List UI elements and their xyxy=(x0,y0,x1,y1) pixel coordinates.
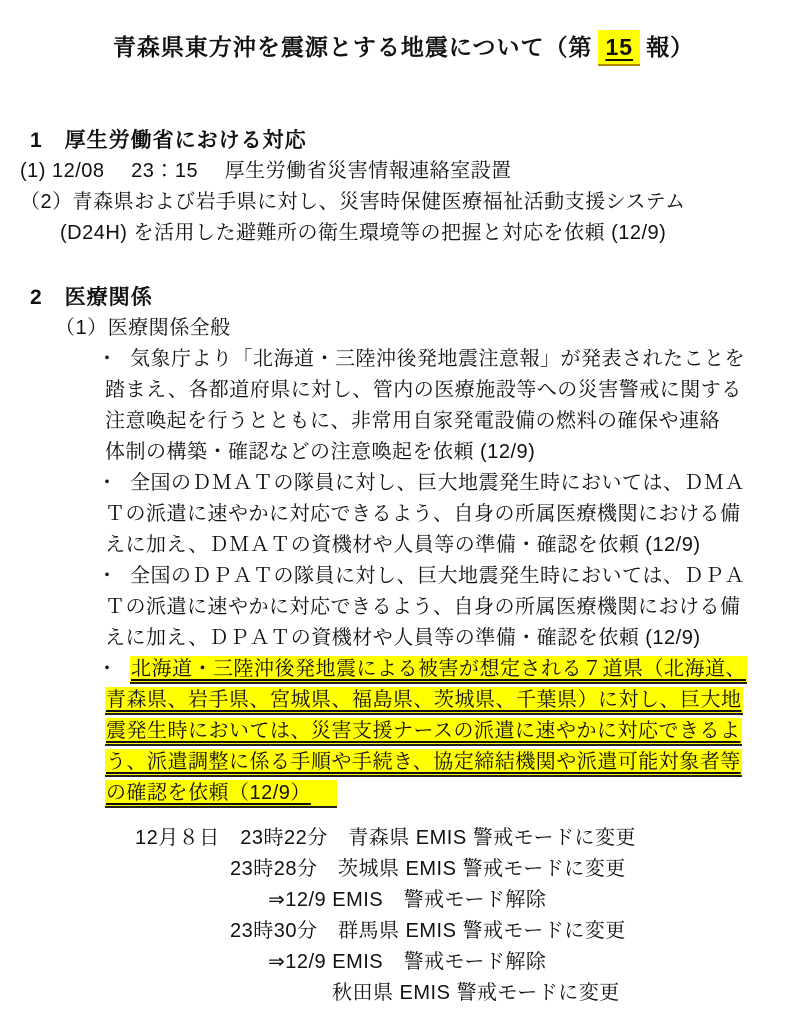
emis-log-line: 23時28分 茨城県 EMIS 警戒モードに変更 xyxy=(230,858,626,880)
bullet-line xyxy=(0,468,807,499)
emis-log-line: 12月８日 23時22分 青森県 EMIS 警戒モードに変更 xyxy=(135,827,636,849)
report-number-highlight: 15 xyxy=(598,30,640,66)
emis-log-line: 23時30分 群馬県 EMIS 警戒モードに変更 xyxy=(230,920,626,942)
bullet-line xyxy=(0,623,807,654)
bullet-line xyxy=(0,344,807,375)
highlighted-text: 青森県、岩手県、宮城県、福島県、茨城県、千葉県）に対し、巨大地 xyxy=(105,687,743,715)
bullet-disaster-nurse-highlighted xyxy=(0,654,807,809)
bullet-line xyxy=(0,499,807,530)
bullet-text: えに加え、ＤＰＡＴの資機材や人員等の準備・確認を依頼 (12/9) xyxy=(105,627,701,649)
bullet-line xyxy=(0,375,807,406)
emis-log-line: ⇒12/9 EMIS 警戒モード解除 xyxy=(268,889,547,911)
bullet-text: 体制の構築・確認などの注意喚起を依頼 (12/9) xyxy=(105,441,536,463)
bullet-line xyxy=(0,747,807,778)
bullet-line xyxy=(0,654,807,685)
emis-log-line: ⇒12/9 EMIS 警戒モード解除 xyxy=(268,951,547,973)
section1-item2-line2: (D24H) を活用した避難所の衛生環境等の把握と対応を依頼 (12/9) xyxy=(60,222,667,244)
highlighted-text: 震発生時においては、災害支援ナースの派遣に速やかに対応できるよ xyxy=(105,718,742,746)
bullet-text: 全国のＤＭＡＴの隊員に対し、巨大地震発生時においては、ＤＭＡ xyxy=(130,472,745,494)
bullet-line xyxy=(0,778,807,809)
bullet-dmat xyxy=(0,468,807,561)
bullet-text: 気象庁より「北海道・三陸沖後発地震注意報」が発表されたことを xyxy=(130,348,745,370)
bullet-line xyxy=(0,592,807,623)
bullet-marker: ・ xyxy=(97,348,118,370)
bullet-text: 全国のＤＰＡＴの隊員に対し、巨大地震発生時においては、ＤＰＡ xyxy=(130,565,745,587)
section1-item1: (1) 12/08 23：15 厚生労働省災害情報連絡室設置 xyxy=(20,160,512,182)
bullet-text: えに加え、ＤＭＡＴの資機材や人員等の準備・確認を依頼 (12/9) xyxy=(105,534,701,556)
bullet-line xyxy=(0,437,807,468)
emis-log xyxy=(0,823,807,1009)
highlighted-text: の確認を依頼（12/9） xyxy=(105,780,337,808)
bullet-line xyxy=(0,716,807,747)
bullet-text: 注意喚起を行うとともに、非常用自家発電設備の燃料の確保や連絡 xyxy=(105,410,720,432)
bullet-marker: ・ xyxy=(97,472,118,494)
bullet-text: 踏まえ、各都道府県に対し、管内の医療施設等への災害警戒に関する xyxy=(105,379,742,401)
bullet-marker: ・ xyxy=(97,658,118,680)
bullet-text: Ｔの派遣に速やかに対応できるよう、自身の所属医療機関における備 xyxy=(105,503,741,525)
section1-item2-line1: （2）青森県および岩手県に対し、災害時保健医療福祉活動支援システム xyxy=(20,191,686,213)
title-text-pre: 青森県東方沖を震源とする地震について（第 xyxy=(112,34,593,60)
bullet-marker: ・ xyxy=(97,565,118,587)
bullet-line xyxy=(0,406,807,437)
bullet-line xyxy=(0,685,807,716)
emis-log-line: 秋田県 EMIS 警戒モードに変更 xyxy=(332,982,620,1004)
bullet-jma-advisory xyxy=(0,344,807,468)
section2-heading: 2 医療関係 xyxy=(30,286,153,309)
highlighted-text: 北海道・三陸沖後発地震による被害が想定される７道県（北海道、 xyxy=(130,656,747,684)
bullet-line xyxy=(0,530,807,561)
section2-subheading: （1）医療関係全般 xyxy=(55,317,231,339)
bullet-line xyxy=(0,561,807,592)
title-text-post: 報） xyxy=(646,34,695,60)
section1-heading: 1 厚生労働省における対応 xyxy=(30,129,307,152)
highlighted-text: う、派遣調整に係る手順や手続き、協定締結機関や派遣可能対象者等 xyxy=(105,749,742,777)
bullet-text: Ｔの派遣に速やかに対応できるよう、自身の所属医療機関における備 xyxy=(105,596,741,618)
document-title xyxy=(0,0,807,66)
bullet-dpat xyxy=(0,561,807,654)
